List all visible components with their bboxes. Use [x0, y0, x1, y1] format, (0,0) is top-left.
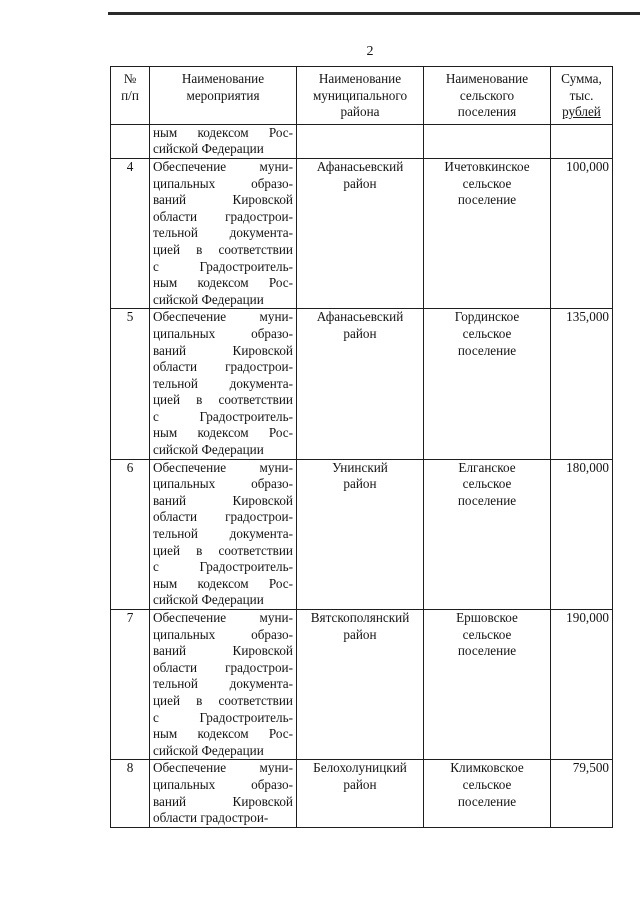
header-num-line: п/п	[121, 87, 139, 103]
event-line: ципальных образо-	[153, 175, 293, 191]
settlement-line: Климковское	[450, 760, 524, 776]
settlement-line: Гординское	[454, 309, 520, 325]
settlement-line: Елганское	[458, 459, 516, 475]
event-line: области градострои-	[153, 659, 293, 675]
event-line: тельной документа-	[153, 375, 293, 391]
row-amount: 79,500	[551, 760, 613, 827]
row-amount: 100,000	[551, 158, 613, 308]
event-line: цией в соответствии	[153, 692, 293, 708]
event-line: ным кодексом Рос-	[153, 124, 293, 140]
event-line: области градострои-	[153, 208, 293, 224]
event-line: Обеспечение муни-	[153, 158, 293, 174]
district-line: Вятскополянский	[310, 610, 410, 625]
table-body	[111, 124, 613, 827]
event-line: ваний Кировской	[153, 793, 293, 809]
event-line: ным кодексом Рос-	[153, 726, 293, 742]
table-header-row	[111, 67, 613, 125]
row-settlement	[424, 309, 551, 459]
row-settlement	[424, 760, 551, 827]
event-line: тельной документа-	[153, 526, 293, 542]
continuation-settlement	[424, 124, 551, 158]
event-line: сийской Федерации	[153, 592, 264, 608]
continuation-amount	[551, 124, 613, 158]
row-settlement	[424, 459, 551, 609]
event-line: с Градостроитель-	[153, 408, 293, 424]
event-line: ваний Кировской	[153, 192, 293, 208]
row-settlement	[424, 158, 551, 308]
row-district	[297, 760, 424, 827]
event-line: цией в соответствии	[153, 392, 293, 408]
settlement-line: поселение	[457, 643, 517, 659]
row-district	[297, 309, 424, 459]
event-line: сийской Федерации	[153, 291, 264, 307]
row-district	[297, 158, 424, 308]
table-row	[111, 158, 613, 308]
event-line: Обеспечение муни-	[153, 309, 293, 325]
event-line: тельной документа-	[153, 676, 293, 692]
event-line: ваний Кировской	[153, 342, 293, 358]
district-line: район	[343, 175, 377, 191]
event-line: ципальных образо-	[153, 626, 293, 642]
district-line: Афанасьевский	[316, 158, 404, 174]
row-settlement	[424, 610, 551, 760]
row-amount: 190,000	[551, 610, 613, 760]
settlement-line: поселение	[457, 492, 517, 508]
header-settlement-line: сельского	[459, 87, 515, 103]
continuation-row	[111, 124, 613, 158]
row-event	[150, 610, 297, 760]
event-line: ваний Кировской	[153, 643, 293, 659]
district-line: Унинский	[332, 459, 388, 475]
funding-table	[110, 66, 613, 828]
district-line: Белохолуницкий	[313, 760, 407, 776]
district-line: Афанасьевский	[316, 309, 404, 325]
row-event	[150, 760, 297, 827]
row-amount: 180,000	[551, 459, 613, 609]
event-line: ципальных образо-	[153, 325, 293, 341]
event-line: Обеспечение муни-	[153, 459, 293, 475]
header-event-line: мероприятия	[186, 87, 260, 103]
table-row	[111, 309, 613, 459]
event-line: ваний Кировской	[153, 492, 293, 508]
header-settlement-line: поселения	[457, 104, 517, 120]
district-line: район	[343, 776, 377, 792]
header-district-line: района	[340, 104, 380, 120]
header-settlement-line: Наименование	[445, 71, 529, 86]
event-line: с Градостроитель-	[153, 559, 293, 575]
event-line: сийской Федерации	[153, 141, 264, 157]
row-district	[297, 610, 424, 760]
event-line: цией в соответствии	[153, 542, 293, 558]
event-line: Обеспечение муни-	[153, 610, 293, 625]
header-settlement	[424, 67, 551, 125]
continuation-event	[150, 124, 297, 158]
row-num: 8	[111, 760, 150, 827]
header-district	[297, 67, 424, 125]
event-line: цией в соответствии	[153, 241, 293, 257]
header-amount-line: рублей	[562, 104, 601, 120]
row-district	[297, 459, 424, 609]
settlement-line: сельское	[462, 175, 512, 191]
row-num: 4	[111, 158, 150, 308]
continuation-district	[297, 124, 424, 158]
event-line: области градострои-	[153, 359, 293, 375]
settlement-line: поселение	[457, 793, 517, 809]
continuation-num	[111, 124, 150, 158]
settlement-line: поселение	[457, 342, 517, 358]
header-amount-line: Сумма,	[561, 71, 602, 86]
row-event	[150, 158, 297, 308]
table-row	[111, 610, 613, 760]
row-event	[150, 309, 297, 459]
event-line: тельной документа-	[153, 225, 293, 241]
header-num	[111, 67, 150, 125]
event-line: ципальных образо-	[153, 776, 293, 792]
row-event	[150, 459, 297, 609]
header-amount-line: тыс.	[569, 87, 594, 103]
district-line: район	[343, 626, 377, 642]
row-num: 6	[111, 459, 150, 609]
event-line: с Градостроитель-	[153, 258, 293, 274]
settlement-line: сельское	[462, 776, 512, 792]
settlement-line: Ершовское	[456, 610, 518, 625]
header-district-line: муниципального	[312, 87, 408, 103]
header-num-line: №	[123, 71, 137, 86]
settlement-line: сельское	[462, 626, 512, 642]
settlement-line: Ичетовкинское	[444, 158, 530, 174]
header-district-line: Наименование	[318, 71, 402, 86]
settlement-line: сельское	[462, 325, 512, 341]
table-row	[111, 459, 613, 609]
event-line: Обеспечение муни-	[153, 760, 293, 776]
row-num: 5	[111, 309, 150, 459]
settlement-line: сельское	[462, 476, 512, 492]
row-num: 7	[111, 610, 150, 760]
top-rule	[108, 12, 640, 15]
header-amount	[551, 67, 613, 125]
district-line: район	[343, 325, 377, 341]
header-event-line: Наименование	[181, 71, 265, 86]
event-line: области градострои-	[153, 509, 293, 525]
event-line: сийской Федерации	[153, 742, 264, 758]
page-number: 2	[366, 44, 374, 59]
settlement-line: поселение	[457, 192, 517, 208]
event-line: ным кодексом Рос-	[153, 575, 293, 591]
row-amount: 135,000	[551, 309, 613, 459]
table-row	[111, 760, 613, 827]
header-event	[150, 67, 297, 125]
event-line: области градострои-	[153, 810, 269, 826]
district-line: район	[343, 476, 377, 492]
event-line: с Градостроитель-	[153, 709, 293, 725]
event-line: сийской Федерации	[153, 442, 264, 458]
event-line: ным кодексом Рос-	[153, 425, 293, 441]
event-line: ципальных образо-	[153, 476, 293, 492]
event-line: ным кодексом Рос-	[153, 275, 293, 291]
